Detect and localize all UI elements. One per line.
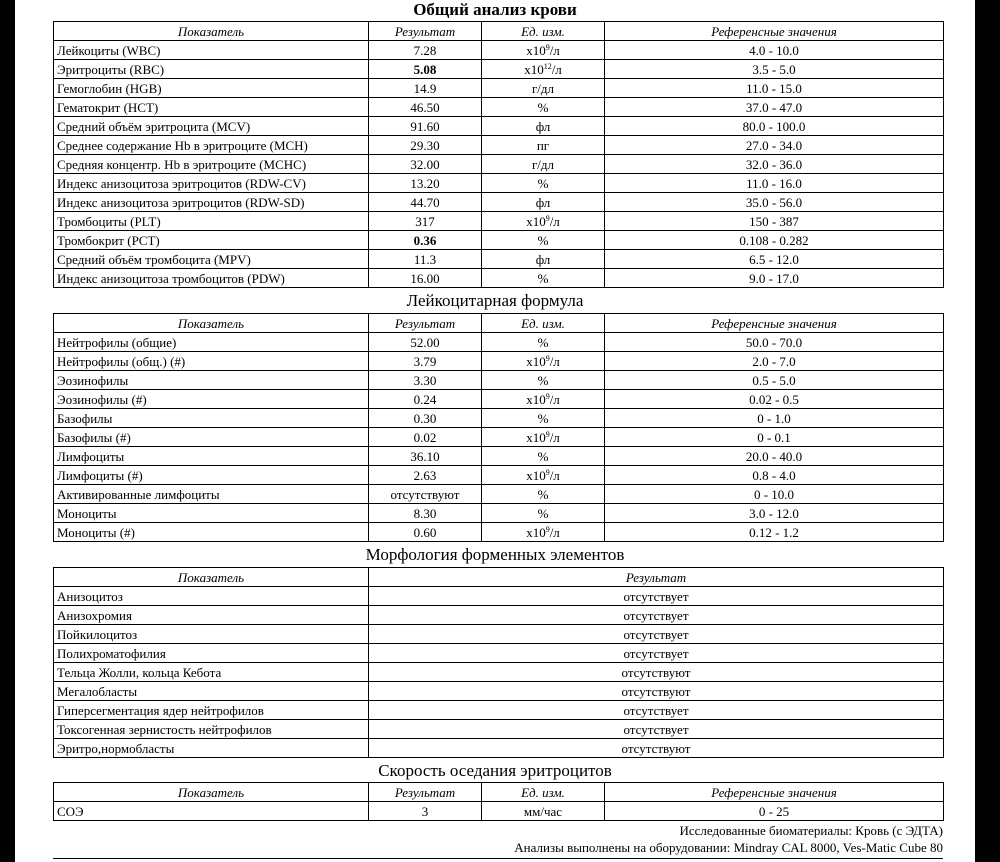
- unit-base: пг: [536, 137, 550, 153]
- reference-range: 0.108 - 0.282: [605, 231, 944, 250]
- morph-table: [53, 567, 944, 758]
- unit-value: [482, 447, 605, 466]
- indicator-name: Мегалобласты: [54, 682, 369, 701]
- unit-value: [482, 428, 605, 447]
- indicator-name: Нейтрофилы (общие): [54, 333, 369, 352]
- result-value: отсутствует: [369, 701, 944, 720]
- table-row: [54, 466, 944, 485]
- unit-value: [482, 60, 605, 79]
- unit-value: [482, 117, 605, 136]
- unit-value: [482, 390, 605, 409]
- indicator-name: Эозинофилы: [54, 371, 369, 390]
- unit-exponent: 9: [545, 429, 550, 439]
- esr-title: Скорость оседания эритроцитов: [378, 761, 612, 780]
- report-page: [15, 0, 975, 862]
- result-value: 2.63: [369, 466, 482, 485]
- unit-value: [482, 79, 605, 98]
- unit-suffix: /л: [549, 353, 560, 369]
- table-row: [54, 802, 944, 821]
- result-value: 52.00: [369, 333, 482, 352]
- unit-base: %: [537, 334, 549, 350]
- table-row: [54, 371, 944, 390]
- table-row: [54, 720, 944, 739]
- result-value: 46.50: [369, 98, 482, 117]
- reference-range: 0.12 - 1.2: [605, 523, 944, 542]
- unit-base: x10: [524, 61, 544, 77]
- unit-exponent: 9: [545, 467, 550, 477]
- col-header-indicator: Показатель: [54, 314, 369, 333]
- result-value: 11.3: [369, 250, 482, 269]
- reference-range: 9.0 - 17.0: [605, 269, 944, 288]
- unit-exponent: 9: [545, 42, 550, 52]
- unit-base: %: [537, 410, 549, 426]
- unit-value: [482, 174, 605, 193]
- esr-table: [53, 782, 944, 821]
- indicator-name: Тельца Жолли, кольца Кебота: [54, 663, 369, 682]
- result-value: отсутствует: [369, 625, 944, 644]
- result-value: отсутствует: [369, 606, 944, 625]
- unit-value: [482, 155, 605, 174]
- col-header-result: Результат: [369, 783, 482, 802]
- indicator-name: Активированные лимфоциты: [54, 485, 369, 504]
- result-value: 13.20: [369, 174, 482, 193]
- unit-value: [482, 802, 605, 821]
- indicator-name: Индекс анизоцитоза эритроцитов (RDW-SD): [54, 193, 369, 212]
- col-header-reference: Референсные значения: [605, 783, 944, 802]
- footer-equipment: Анализы выполнены на оборудовании: Mindray CAL 8000, Ves-Matic Cube 80: [514, 840, 943, 855]
- table-row: [54, 504, 944, 523]
- indicator-name: Гемоглобин (HGB): [54, 79, 369, 98]
- leuko-table: [53, 313, 944, 542]
- unit-value: [482, 136, 605, 155]
- table-row: [54, 352, 944, 371]
- unit-base: x10: [526, 353, 546, 369]
- unit-base: x10: [526, 524, 546, 540]
- unit-base: г/дл: [531, 80, 555, 96]
- table-row: [54, 644, 944, 663]
- reference-range: 50.0 - 70.0: [605, 333, 944, 352]
- unit-value: [482, 269, 605, 288]
- unit-base: %: [537, 372, 549, 388]
- indicator-name: Нейтрофилы (общ.) (#): [54, 352, 369, 371]
- result-value: 29.30: [369, 136, 482, 155]
- cbc-table: [53, 21, 944, 288]
- table-row: [54, 41, 944, 60]
- unit-suffix: /л: [551, 61, 562, 77]
- reference-range: 0.5 - 5.0: [605, 371, 944, 390]
- unit-suffix: /л: [549, 213, 560, 229]
- result-value: 36.10: [369, 447, 482, 466]
- indicator-name: Эритроциты (RBC): [54, 60, 369, 79]
- indicator-name: Лимфоциты (#): [54, 466, 369, 485]
- reference-range: 6.5 - 12.0: [605, 250, 944, 269]
- unit-value: [482, 523, 605, 542]
- unit-suffix: /л: [549, 429, 560, 445]
- reference-range: 0 - 1.0: [605, 409, 944, 428]
- table-row: [54, 739, 944, 758]
- reference-range: 2.0 - 7.0: [605, 352, 944, 371]
- indicator-name: Токсогенная зернистость нейтрофилов: [54, 720, 369, 739]
- result-value: 5.08: [369, 60, 482, 79]
- result-value: отсутствует: [369, 720, 944, 739]
- unit-base: %: [537, 99, 549, 115]
- leuko-title: Лейкоцитарная формула: [406, 291, 584, 310]
- unit-base: %: [537, 486, 549, 502]
- table-row: [54, 60, 944, 79]
- table-row: [54, 701, 944, 720]
- result-value: 0.24: [369, 390, 482, 409]
- indicator-name: Базофилы: [54, 409, 369, 428]
- unit-base: %: [537, 175, 549, 191]
- indicator-name: Пойкилоцитоз: [54, 625, 369, 644]
- result-value: 8.30: [369, 504, 482, 523]
- result-value: отсутствуют: [369, 663, 944, 682]
- unit-value: [482, 98, 605, 117]
- result-value: 0.36: [369, 231, 482, 250]
- table-row: [54, 447, 944, 466]
- reference-range: 11.0 - 16.0: [605, 174, 944, 193]
- result-value: 3.79: [369, 352, 482, 371]
- col-header-result: Результат: [369, 314, 482, 333]
- table-row: [54, 155, 944, 174]
- indicator-name: Среднее содержание Hb в эритроците (MCH): [54, 136, 369, 155]
- reference-range: 0 - 10.0: [605, 485, 944, 504]
- reference-range: 37.0 - 47.0: [605, 98, 944, 117]
- unit-base: фл: [535, 194, 551, 210]
- footer-biomaterial: Исследованные биоматериалы: Кровь (с ЭДТА): [679, 823, 943, 838]
- result-value: 3.30: [369, 371, 482, 390]
- table-row: [54, 606, 944, 625]
- unit-base: x10: [526, 429, 546, 445]
- unit-suffix: /л: [549, 391, 560, 407]
- unit-suffix: /л: [549, 467, 560, 483]
- reference-range: 150 - 387: [605, 212, 944, 231]
- unit-base: %: [537, 505, 549, 521]
- unit-base: фл: [535, 251, 551, 267]
- reference-range: 27.0 - 34.0: [605, 136, 944, 155]
- indicator-name: Базофилы (#): [54, 428, 369, 447]
- indicator-name: Средний объём эритроцита (MCV): [54, 117, 369, 136]
- table-row: [54, 231, 944, 250]
- reference-range: 0.02 - 0.5: [605, 390, 944, 409]
- table-row: [54, 523, 944, 542]
- col-header-unit: Ед. изм.: [482, 783, 605, 802]
- col-header-indicator: Показатель: [54, 22, 369, 41]
- result-value: 91.60: [369, 117, 482, 136]
- table-row: [54, 485, 944, 504]
- result-value: 0.30: [369, 409, 482, 428]
- result-value: 317: [369, 212, 482, 231]
- result-value: 7.28: [369, 41, 482, 60]
- unit-suffix: /л: [549, 42, 560, 58]
- cbc-title: Общий анализ крови: [413, 0, 577, 19]
- unit-base: %: [537, 270, 549, 286]
- table-row: [54, 174, 944, 193]
- unit-value: [482, 371, 605, 390]
- table-row: [54, 663, 944, 682]
- unit-exponent: 9: [545, 353, 550, 363]
- unit-exponent: 9: [545, 524, 550, 534]
- unit-value: [482, 333, 605, 352]
- unit-value: [482, 409, 605, 428]
- indicator-name: Гиперсегментация ядер нейтрофилов: [54, 701, 369, 720]
- reference-range: 0 - 0.1: [605, 428, 944, 447]
- col-header-indicator: Показатель: [54, 568, 369, 587]
- result-value: отсутствует: [369, 587, 944, 606]
- indicator-name: Лимфоциты: [54, 447, 369, 466]
- result-value: отсутствуют: [369, 739, 944, 758]
- unit-base: x10: [526, 467, 546, 483]
- table-row: [54, 409, 944, 428]
- indicator-name: Индекс анизоцитоза тромбоцитов (PDW): [54, 269, 369, 288]
- indicator-name: Анизоцитоз: [54, 587, 369, 606]
- table-row: [54, 269, 944, 288]
- unit-value: [482, 231, 605, 250]
- unit-suffix: /л: [549, 524, 560, 540]
- table-row: [54, 212, 944, 231]
- result-value: 0.02: [369, 428, 482, 447]
- reference-range: 35.0 - 56.0: [605, 193, 944, 212]
- table-row: [54, 587, 944, 606]
- indicator-name: Лейкоциты (WBC): [54, 41, 369, 60]
- unit-base: x10: [526, 391, 546, 407]
- result-value: 3: [369, 802, 482, 821]
- reference-range: 11.0 - 15.0: [605, 79, 944, 98]
- col-header-unit: Ед. изм.: [482, 22, 605, 41]
- unit-value: [482, 485, 605, 504]
- reference-range: 32.0 - 36.0: [605, 155, 944, 174]
- indicator-name: Полихроматофилия: [54, 644, 369, 663]
- reference-range: 0.8 - 4.0: [605, 466, 944, 485]
- reference-range: 80.0 - 100.0: [605, 117, 944, 136]
- table-row: [54, 250, 944, 269]
- table-row: [54, 625, 944, 644]
- table-row: [54, 193, 944, 212]
- indicator-name: Эозинофилы (#): [54, 390, 369, 409]
- reference-range: 3.5 - 5.0: [605, 60, 944, 79]
- table-row: [54, 136, 944, 155]
- table-row: [54, 98, 944, 117]
- unit-base: x10: [526, 42, 546, 58]
- result-value: отсутствуют: [369, 682, 944, 701]
- unit-base: фл: [535, 118, 551, 134]
- indicator-name: Средняя концентр. Hb в эритроците (MCHC): [54, 155, 369, 174]
- unit-exponent: 9: [545, 391, 550, 401]
- indicator-name: Тромбокрит (PCT): [54, 231, 369, 250]
- indicator-name: СОЭ: [54, 802, 369, 821]
- unit-value: [482, 466, 605, 485]
- result-value: 0.60: [369, 523, 482, 542]
- unit-base: мм/час: [523, 803, 563, 819]
- indicator-name: Моноциты (#): [54, 523, 369, 542]
- indicator-name: Моноциты: [54, 504, 369, 523]
- table-row: [54, 79, 944, 98]
- morph-title: Морфология форменных элементов: [365, 545, 625, 564]
- unit-value: [482, 193, 605, 212]
- indicator-name: Индекс анизоцитоза эритроцитов (RDW-CV): [54, 174, 369, 193]
- unit-base: %: [537, 232, 549, 248]
- unit-value: [482, 352, 605, 371]
- table-row: [54, 390, 944, 409]
- result-value: 44.70: [369, 193, 482, 212]
- table-row: [54, 117, 944, 136]
- indicator-name: Гематокрит (HCT): [54, 98, 369, 117]
- col-header-reference: Референсные значения: [605, 314, 944, 333]
- unit-base: г/дл: [531, 156, 555, 172]
- unit-base: %: [537, 448, 549, 464]
- result-value: отсутствует: [369, 644, 944, 663]
- result-value: 14.9: [369, 79, 482, 98]
- unit-base: x10: [526, 213, 546, 229]
- reference-range: 4.0 - 10.0: [605, 41, 944, 60]
- col-header-indicator: Показатель: [54, 783, 369, 802]
- indicator-name: Анизохромия: [54, 606, 369, 625]
- unit-value: [482, 41, 605, 60]
- indicator-name: Тромбоциты (PLT): [54, 212, 369, 231]
- bottom-divider: [53, 858, 943, 859]
- col-header-reference: Референсные значения: [605, 22, 944, 41]
- table-row: [54, 428, 944, 447]
- table-row: [54, 682, 944, 701]
- unit-value: [482, 212, 605, 231]
- table-row: [54, 333, 944, 352]
- indicator-name: Средний объём тромбоцита (MPV): [54, 250, 369, 269]
- indicator-name: Эритро,нормобласты: [54, 739, 369, 758]
- unit-value: [482, 504, 605, 523]
- result-value: 32.00: [369, 155, 482, 174]
- col-header-unit: Ед. изм.: [482, 314, 605, 333]
- reference-range: 3.0 - 12.0: [605, 504, 944, 523]
- unit-exponent: 9: [545, 213, 550, 223]
- unit-exponent: 12: [543, 61, 552, 71]
- unit-value: [482, 250, 605, 269]
- result-value: 16.00: [369, 269, 482, 288]
- reference-range: 20.0 - 40.0: [605, 447, 944, 466]
- reference-range: 0 - 25: [605, 802, 944, 821]
- col-header-result: Результат: [369, 568, 944, 587]
- col-header-result: Результат: [369, 22, 482, 41]
- result-value: отсутствуют: [369, 485, 482, 504]
